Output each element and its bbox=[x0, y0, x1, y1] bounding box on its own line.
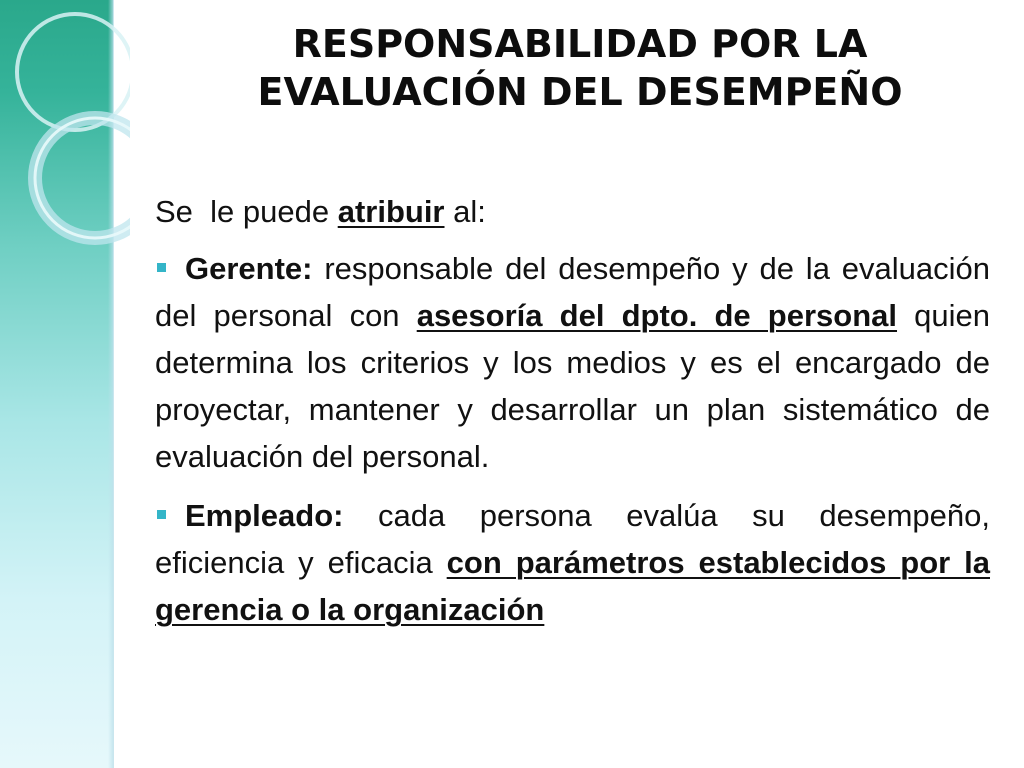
decorative-circles bbox=[0, 0, 130, 260]
bullet-text: responsable del desempeño y de la evaluación del personal con bbox=[155, 251, 990, 333]
bullet-emphasis: asesoría del dpto. de personal bbox=[416, 298, 898, 333]
intro-paragraph bbox=[155, 188, 990, 235]
deco-circle-1 bbox=[17, 14, 130, 130]
slide-title bbox=[150, 20, 1010, 116]
bullet-heading: Empleado: bbox=[185, 498, 344, 533]
bullet-text: cada persona evalúa su desempeño, eficiencia y eficacia bbox=[155, 498, 990, 580]
bullet-square-icon bbox=[157, 510, 166, 519]
intro-emphasis: atribuir bbox=[337, 194, 445, 229]
bullet-emphasis: con parámetros establecidos por la gerencia o la organización bbox=[155, 545, 990, 627]
bullet-square-icon bbox=[157, 263, 166, 272]
slide-content bbox=[155, 188, 990, 645]
deco-circle-2 bbox=[35, 118, 130, 238]
intro-suffix: al: bbox=[444, 194, 486, 229]
bullet-heading: Gerente: bbox=[185, 251, 313, 286]
intro-prefix: Se le puede bbox=[155, 194, 338, 229]
bullet-gerente bbox=[155, 245, 990, 480]
bullet-text-end: quien determina los criterios y los medios y es el encargado de proyectar, mantener y desarrollar un plan sistemático de evaluación del personal. bbox=[155, 298, 991, 474]
title-line-2: EVALUACIÓN DEL DESEMPEÑO bbox=[257, 70, 903, 114]
title-line-1: RESPONSABILIDAD POR LA bbox=[292, 22, 868, 66]
bullet-empleado bbox=[155, 492, 990, 633]
